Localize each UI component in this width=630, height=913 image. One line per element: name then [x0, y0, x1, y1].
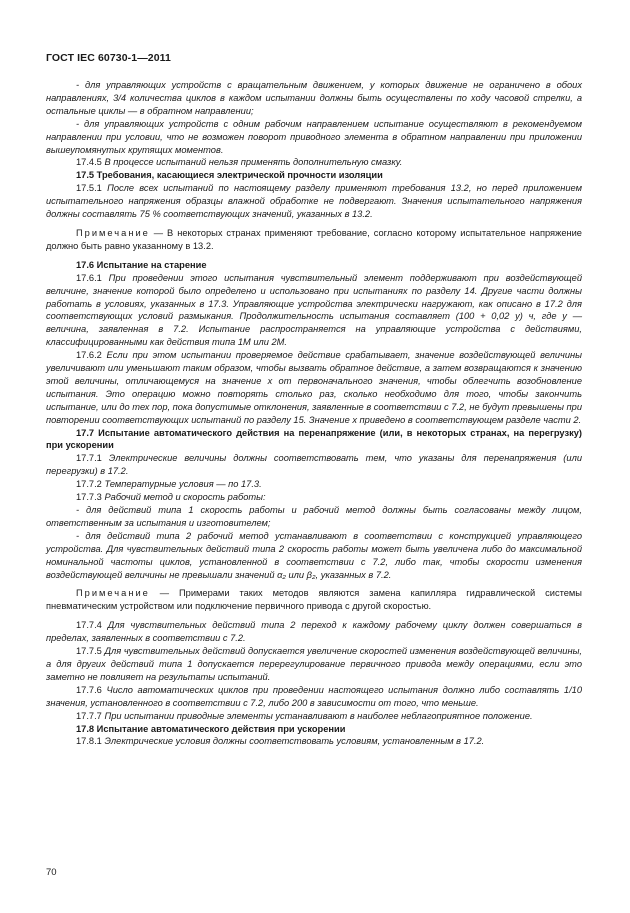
clause-text: При испытании приводные элементы устанавливают в наиболее неблагоприятное положение.: [104, 710, 533, 721]
paragraph: [46, 182, 582, 221]
clause-number: 17.5.1: [76, 183, 102, 194]
paragraph: - для действий типа 2 рабочий метод устанавливают в соответствии с конструкцией управляющего устройства. Для чувствительных действий типа 2 скорость работы может быть увеличена либо до максимальной номинальной частоты циклов, установленной в соответствии с 7.2, либо так, чтобы скорости изменения воздействующей величины не превышали значений α₂ или β₂, указанных в 7.2.: [46, 530, 582, 580]
clause-number: 17.7.7: [76, 710, 102, 721]
paragraph: [46, 156, 582, 169]
clause-text: Если при этом испытании проверяемое действие срабатывает, значение воздействующей величины увеличивают или уменьшают таким образом, чтобы вызвать обратное действие, а затем возвращаются к значению этой величины, отличающемуся на значение x от первоначального значения, чтобы облегчить возобновление испытания. Это операцию можно повторять столько раз, сколько необходимо для того, чтобы закончить испытание, или до тех пор, пока допустимые отклонения, заявленные в соответствии с 7.2, не будут превышены при повторении соответствующих испытаний по разделу 15. Значение x приведено в соответствующем разделе части 2.: [46, 350, 582, 425]
clause-text: Электрические величины должны соответствовать тем, что указаны для перенапряжения (или перегрузки) в 17.2.: [46, 453, 582, 477]
clause-number: 17.6.2: [76, 350, 102, 361]
paragraph: [46, 478, 582, 491]
clause-text: После всех испытаний по настоящему разделу применяют требования 13.2, но перед приложением испытательного напряжения образцы влажной обработке не подвергают. Значения испытательного напряжения должны составлять 75 % соответствующих значений, указанных в 13.2.: [46, 183, 582, 220]
paragraph: [46, 491, 582, 504]
paragraph: [46, 349, 582, 426]
note: [46, 587, 582, 613]
paragraph: [46, 272, 582, 349]
clause-text: Рабочий метод и скорость работы:: [104, 492, 266, 503]
clause-text: В процессе испытаний нельзя применять дополнительную смазку.: [104, 157, 403, 168]
document-body: [46, 79, 582, 748]
clause-number: 17.8.1: [76, 736, 102, 747]
clause-number: 17.4.5: [76, 157, 102, 168]
document-header: ГОСТ IEC 60730-1—2011: [46, 52, 171, 64]
clause-number: 17.7.2: [76, 479, 102, 490]
note-label: Примечание: [76, 588, 150, 599]
note-text: — В некоторых странах применяют требование, согласно которому испытательное напряжение должно быть равно указанному в 13.2.: [46, 227, 582, 251]
paragraph: [46, 645, 582, 684]
clause-text: Температурные условия — по 17.3.: [104, 479, 262, 490]
paragraph: [46, 735, 582, 748]
clause-number: 17.7.5: [76, 646, 102, 657]
clause-text: Для чувствительных действий типа 2 переход к каждому рабочему циклу должен совершаться в пределах, заявленных в соответствии с 7.2.: [46, 620, 583, 644]
section-heading: 17.5 Требования, касающиеся электрической прочности изоляции: [76, 170, 383, 181]
note-text: — Примерами таких методов являются замена капилляра гидравлической системы пневматическим устройством или подключение первичного привода с другой скоростью.: [46, 588, 582, 612]
clause-text: Число автоматических циклов при проведении настоящего испытания должно либо составлять 1/10 значения, установленного в соответствии с 7.2, либо 200 в зависимости от того, что меньше.: [46, 684, 582, 708]
section-heading: 17.8 Испытание автоматического действия при ускорении: [76, 723, 346, 734]
section-heading: 17.7 Испытание автоматического действия на перенапряжение (или, в некоторых странах, на перегрузку) при ускорении: [46, 427, 582, 451]
paragraph: - для управляющих устройств с вращательным движением, у которых движение не ограничено в обоих направлениях, 3/4 количества циклов в каждом испытании должны быть осуществлены по ходу часовой стрелки, а остальные циклы — в обратном направлении;: [46, 80, 582, 116]
paragraph: - для действий типа 1 скорость работы и рабочий метод должны быть согласованы между лицом, ответственным за испытания и изготовителем;: [46, 505, 582, 528]
paragraph: [46, 684, 582, 710]
paragraph: [46, 619, 582, 645]
clause-text: При проведении этого испытания чувствительный элемент поддерживают при воздействующей величине, значение которой было определено и использовано при испытаниях по разделу 14. Другие части должны работать в условиях, указанных в 17.3. Управляющие устройства электрически нагружают, как описано в 17.2 для соответствующих условий размыкания. Продолжительность испытания составляет (100 + 0,02 y) ч, где y — величина, заявленная в 7.2. Испытание распространяется на управляющие устройства с действиями, классифицированными как действия типа 1M или 2M.: [46, 272, 582, 348]
note: [46, 227, 582, 253]
paragraph: [46, 452, 582, 478]
clause-text: Для чувствительных действий допускается увеличение скоростей изменения воздействующей величины, а для других действий типа 1 допускается перерегулирование первичного привода между операциями, если это заметно не повлияет на результаты испытаний.: [46, 646, 582, 682]
clause-number: 17.7.3: [76, 492, 102, 503]
clause-number: 17.7.4: [76, 620, 102, 631]
clause-number: 17.7.6: [76, 684, 102, 695]
note-label: Примечание: [76, 227, 150, 238]
clause-text: Электрические условия должны соответствовать условиям, установленным в 17.2.: [104, 736, 485, 747]
paragraph: - для управляющих устройств с одним рабочим направлением испытание осуществляют в рекомендуемом направлении при условии, что не возможен поворот приводного элемента в обратном направлении при приложении вышеупомянутых крутящих моментов.: [46, 118, 582, 155]
clause-number: 17.6.1: [76, 272, 102, 283]
clause-number: 17.7.1: [76, 453, 102, 464]
section-heading: 17.6 Испытание на старение: [76, 259, 207, 270]
page-number: 70: [46, 867, 57, 878]
paragraph: [46, 710, 582, 723]
